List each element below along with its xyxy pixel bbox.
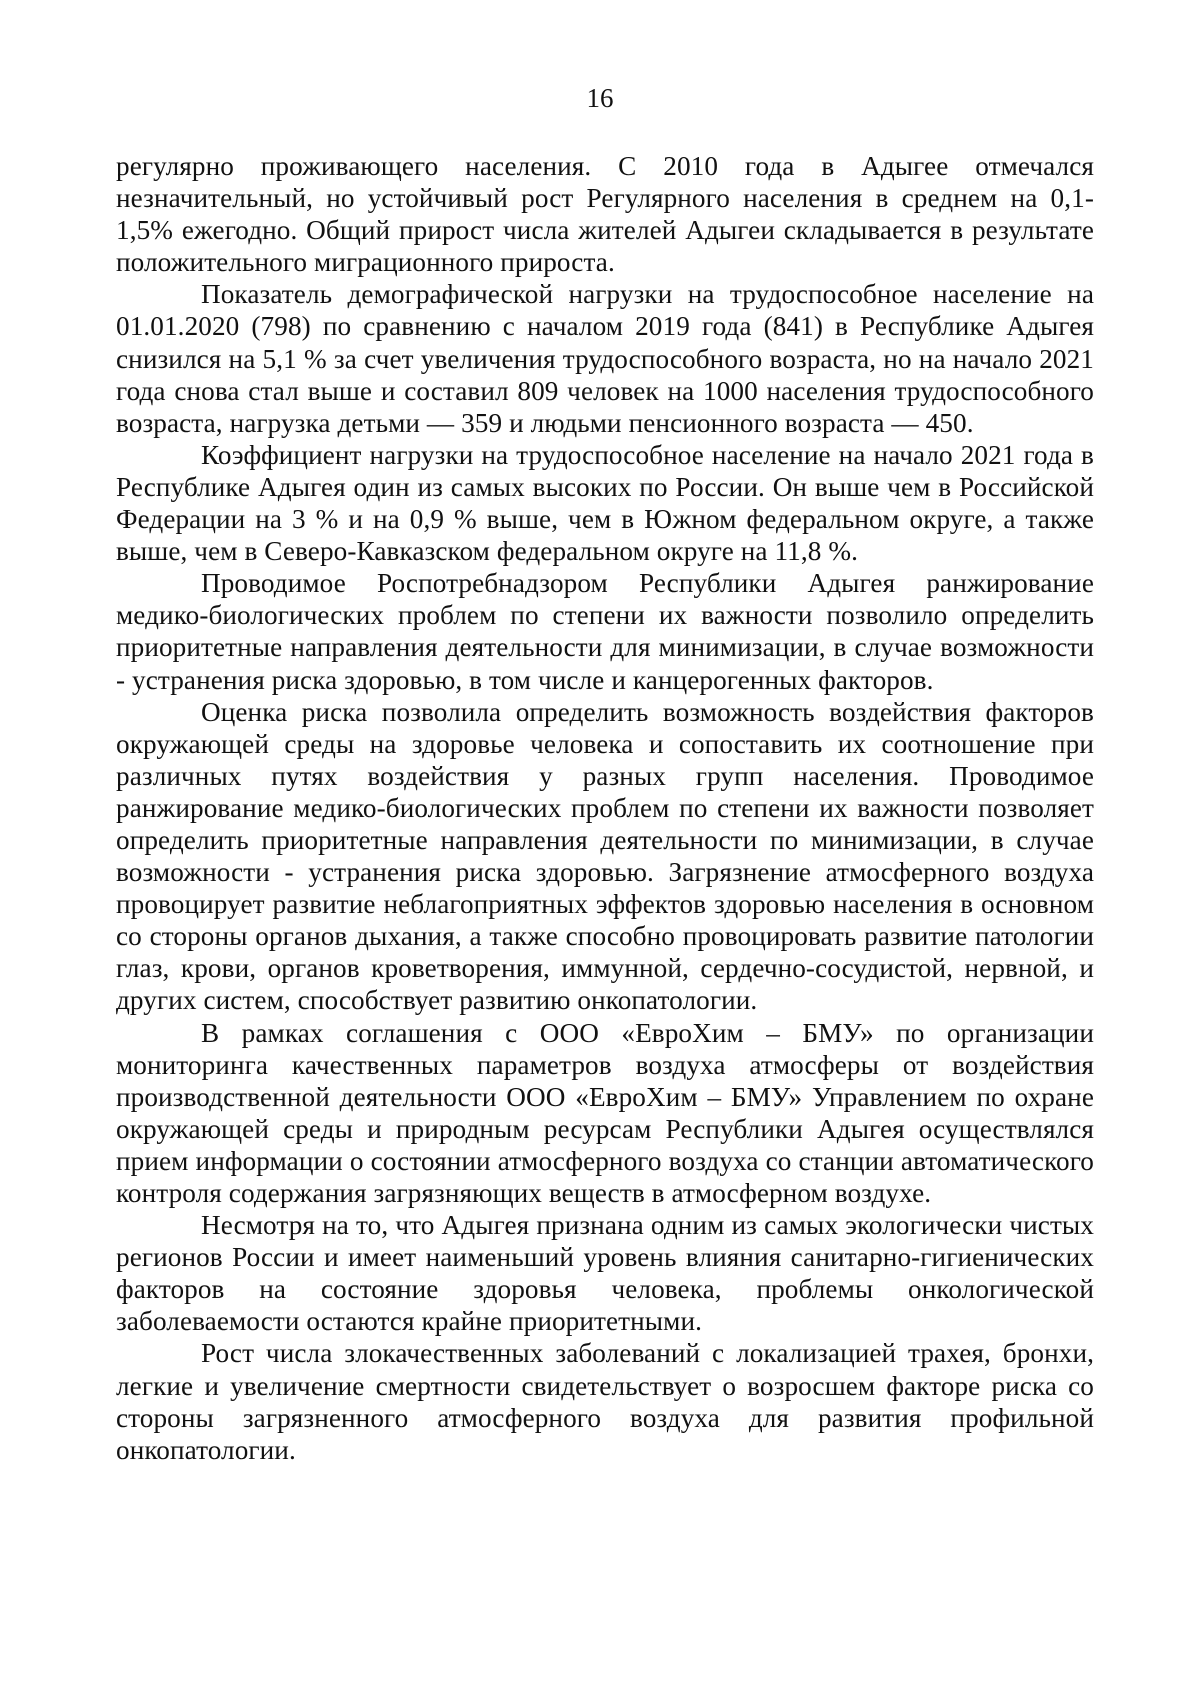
paragraph-eurochem-monitoring: В рамках соглашения с ООО «ЕвроХим – БМУ» по организации мониторинга качественных параметров воздуха атмосферы от воздействия производственной деятельности ООО «ЕвроХим – БМУ» Управлением по охране окружающей среды и природным ресурсам Республики Адыгея осуществлялся прием информации о состоянии атмосферного воздуха со станции автоматического контроля содержания загрязняющих веществ в атмосферном воздухе. [116,1017,1094,1208]
paragraph-risk-assessment: Оценка риска позволила определить возможность воздействия факторов окружающей среды на здоровье человека и сопоставить их соотношение при различных путях воздействия у разных групп населения. Проводимое ранжирование медико-биологических проблем по степени их важности позволяет определить приоритетные направления деятельности по минимизации, в случае возможности - устранения риска здоровью. Загрязнение атмосферного воздуха провоцирует развитие неблагоприятных эффектов здоровью населения в основном со стороны органов дыхания, а также способно провоцировать развитие патологии глаз, крови, органов кроветворения, иммунной, сердечно-сосудистой, нервной, и других систем, способствует развитию онкопатологии. [116,696,1094,1016]
paragraph-oncology-priority: Несмотря на то, что Адыгея признана одним из самых экологически чистых регионов России и имеет наименьший уровень влияния санитарно-гигиенических факторов на состояние здоровья человека, проблемы онкологической заболеваемости остаются крайне приоритетными. [116,1210,1094,1337]
paragraph-malignant-growth: Рост числа злокачественных заболеваний с локализацией трахея, бронхи, легкие и увеличение смертности свидетельствует о возросшем факторе риска со стороны загрязненного атмосферного воздуха для развития профильной онкопатологии. [116,1338,1094,1465]
paragraph-demographic-load: Показатель демографической нагрузки на трудоспособное население на 01.01.2020 (798) по сравнению с началом 2019 года (841) в Республике Адыгея снизился на 5,1 % за счет увеличения трудоспособного возраста, но на начало 2021 года снова стал выше и составил 809 человек на 1000 населения трудоспособного возраста, нагрузка детьми — 359 и людьми пенсионного возраста — 450. [116,279,1094,438]
body-text [116,150,1094,1466]
paragraph-population-growth: регулярно проживающего населения. С 2010 года в Адыгее отмечался незначительный, но устойчивый рост Регулярного населения в среднем на 0,1-1,5% ежегодно. Общий прирост числа жителей Адыгеи складывается в результате положительного миграционного прироста. [116,151,1094,278]
paragraph-ranking-problems: Проводимое Роспотребнадзором Республики Адыгея ранжирование медико-биологических проблем по степени их важности позволило определить приоритетные направления деятельности для минимизации, в случае возможности - устранения риска здоровью, в том числе и канцерогенных факторов. [116,568,1094,695]
paragraph-load-coefficient: Коэффициент нагрузки на трудоспособное население на начало 2021 года в Республике Адыгея один из самых высоких по России. Он выше чем в Российской Федерации на 3 % и на 0,9 % выше, чем в Южном федеральном округе, а также выше, чем в Северо-Кавказском федеральном округе на 11,8 %. [116,439,1094,567]
page-number: 16 [586,83,614,113]
